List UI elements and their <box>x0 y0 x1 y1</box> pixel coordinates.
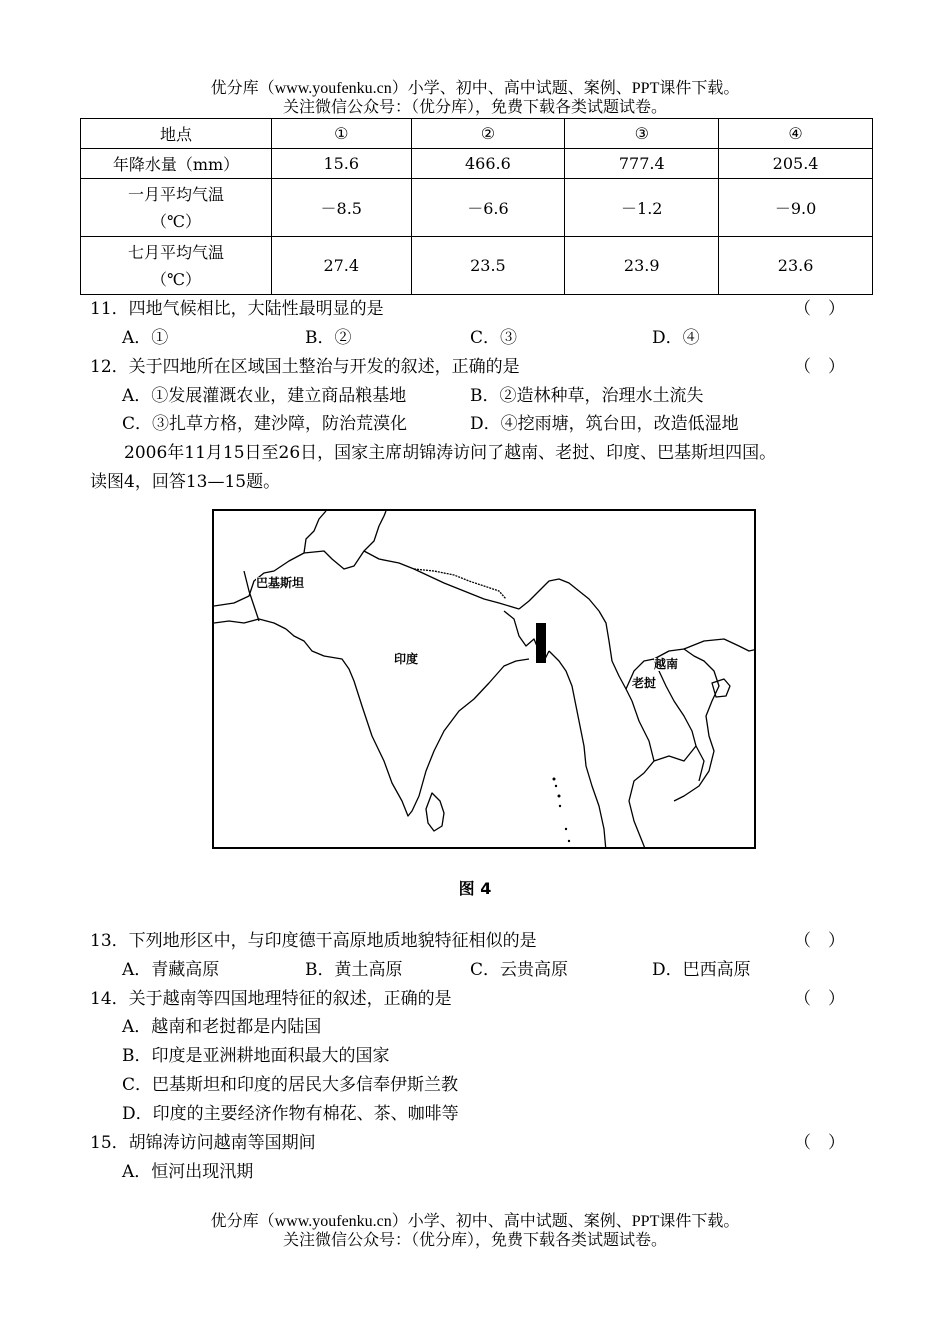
table-header-cell: ④ <box>719 119 873 149</box>
table-header-cell: 地点 <box>81 119 272 149</box>
pakistan-border <box>214 511 326 606</box>
option-a: A．① <box>122 328 169 348</box>
option-d: D．印度的主要经济作物有棉花、茶、咖啡等 <box>122 1104 459 1124</box>
table-cell: 777.4 <box>565 149 719 179</box>
row-label <box>81 149 272 179</box>
table-header-cell: ① <box>272 119 412 149</box>
table-cell: －1.2 <box>565 179 719 237</box>
header-line-1: 优分库（www.youfenku.cn）小学、初中、高中试题、案例、PPT课件下载。 <box>210 80 740 97</box>
option-c: C．③ <box>470 328 518 348</box>
myanmar-border <box>549 651 606 849</box>
question-11-stem: 11．四地气候相比，大陆性最明显的是 <box>90 299 384 319</box>
intro-line-2: 读图4，回答13—15题。 <box>90 472 281 492</box>
row-label-unit: （℃） <box>151 269 201 289</box>
nepal-border <box>414 569 506 599</box>
table-header-row <box>81 119 873 149</box>
row-label-unit: （℃） <box>151 211 201 231</box>
table-header-cell: ③ <box>565 119 719 149</box>
pakistan-coast <box>214 619 286 629</box>
south-asia-map <box>212 509 756 849</box>
thailand-border <box>629 701 654 849</box>
question-14-stem: 14．关于越南等四国地理特征的叙述，正确的是 <box>90 989 452 1009</box>
answer-blank: （ ） <box>794 931 845 951</box>
vietnam-coast <box>654 649 719 801</box>
option-a: A．青藏高原 <box>122 960 220 980</box>
option-b: B．② <box>305 328 352 348</box>
label-india: 印度 <box>394 652 419 666</box>
table-row <box>81 237 873 295</box>
map-drawing <box>214 511 756 849</box>
sri-lanka <box>426 793 444 831</box>
table-cell: 27.4 <box>272 237 412 295</box>
option-d: D．④ <box>652 328 700 348</box>
shaded-region <box>536 623 546 663</box>
label-pakistan: 巴基斯坦 <box>256 576 305 590</box>
row-label <box>81 179 272 237</box>
india-north-border <box>304 511 386 569</box>
table-row <box>81 149 873 179</box>
vietnam-north <box>684 639 756 651</box>
row-label-text: 一月平均气温 <box>127 184 224 204</box>
answer-blank: （ ） <box>794 357 845 377</box>
table-cell: 23.5 <box>411 237 565 295</box>
option-a: A．恒河出现汛期 <box>122 1162 254 1182</box>
option-c: C．巴基斯坦和印度的居民大多信奉伊斯兰教 <box>122 1075 459 1095</box>
option-b: B．黄土高原 <box>305 960 403 980</box>
table-row <box>81 179 873 237</box>
india-himalaya-border <box>364 551 519 609</box>
option-d: D．④挖雨塘，筑台田，改造低湿地 <box>470 414 739 434</box>
option-b: B．②造林种草，治理水土流失 <box>470 386 704 406</box>
table-cell: 466.6 <box>411 149 565 179</box>
footer-line-2: 关注微信公众号：（优分库），免费下载各类试题试卷。 <box>282 1232 667 1249</box>
northeast-india <box>519 579 599 611</box>
climate-table <box>80 118 873 295</box>
question-13-stem: 13．下列地形区中，与印度德干高原地质地貌特征相似的是 <box>90 931 537 951</box>
andaman-islands <box>553 778 571 843</box>
cambodia-border <box>654 746 704 781</box>
label-laos: 老挝 <box>632 676 657 690</box>
header-line-2: 关注微信公众号：（优分库），免费下载各类试题试卷。 <box>282 99 667 116</box>
figure-caption: 图 4 <box>458 879 492 898</box>
intro-line-1: 2006年11月15日至26日，国家主席胡锦涛访问了越南、老挝、印度、巴基斯坦四国。 <box>124 443 777 463</box>
laos-border <box>626 659 696 746</box>
option-c: C．云贵高原 <box>470 960 569 980</box>
option-a: A．①发展灌溉农业，建立商品粮基地 <box>122 386 407 406</box>
answer-blank: （ ） <box>794 299 845 319</box>
row-label <box>81 237 272 295</box>
table-cell: 205.4 <box>719 149 873 179</box>
answer-blank: （ ） <box>794 989 845 1009</box>
table-header-cell: ② <box>411 119 565 149</box>
footer-line-1: 优分库（www.youfenku.cn）小学、初中、高中试题、案例、PPT课件下载。 <box>210 1213 740 1230</box>
row-label-text: 年降水量（mm） <box>112 155 240 174</box>
table-cell: 15.6 <box>272 149 412 179</box>
table-cell: －9.0 <box>719 179 873 237</box>
option-a: A．越南和老挝都是内陆国 <box>122 1017 322 1037</box>
label-vietnam: 越南 <box>654 657 679 671</box>
option-d: D．巴西高原 <box>652 960 751 980</box>
hainan-island <box>712 679 730 697</box>
table-cell: 23.6 <box>719 237 873 295</box>
table-cell: －8.5 <box>272 179 412 237</box>
row-label-text: 七月平均气温 <box>127 242 224 262</box>
answer-blank: （ ） <box>794 1133 845 1153</box>
option-c: C．③扎草方格，建沙障，防治荒漠化 <box>122 414 408 434</box>
question-12-stem: 12．关于四地所在区域国土整治与开发的叙述，正确的是 <box>90 357 520 377</box>
table-cell: －6.6 <box>411 179 565 237</box>
option-b: B．印度是亚洲耕地面积最大的国家 <box>122 1046 390 1066</box>
table-cell: 23.9 <box>565 237 719 295</box>
question-15-stem: 15．胡锦涛访问越南等国期间 <box>90 1133 316 1153</box>
